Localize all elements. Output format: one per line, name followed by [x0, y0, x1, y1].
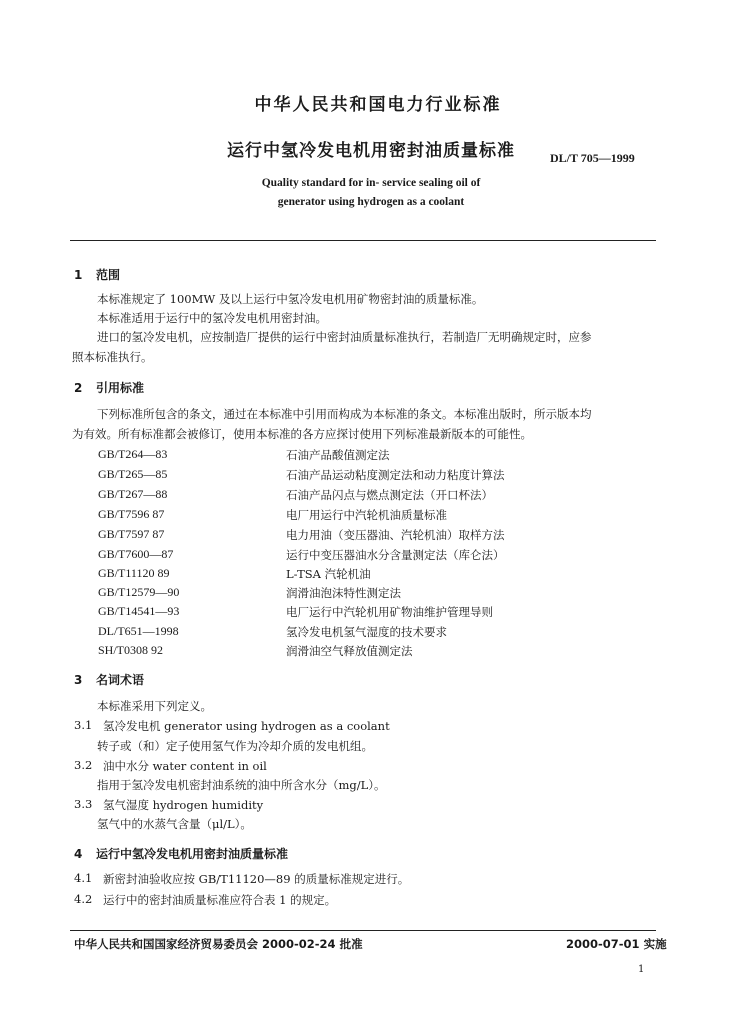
reference-code: GB/T264—83 — [98, 447, 168, 461]
clause-number: 3.2 — [74, 758, 93, 772]
reference-name: L-TSA 汽轮机油 — [286, 567, 371, 581]
reference-code: SH/T0308 92 — [98, 643, 164, 657]
reference-name: 电厂运行中汽轮机用矿物油维护管理导则 — [286, 605, 493, 619]
clause-number: 4.2 — [74, 892, 93, 906]
term-definition: 氢气中的水蒸气含量（μl/L）。 — [97, 817, 252, 831]
clause-number: 4.1 — [74, 871, 93, 885]
terms-intro: 本标准采用下列定义。 — [97, 699, 212, 713]
reference-name: 氢冷发电机氢气湿度的技术要求 — [286, 625, 447, 639]
reference-name: 电力用油（变压器油、汽轮机油）取样方法 — [286, 528, 505, 542]
references-intro: 下列标准所包含的条文，通过在本标准中引用而构成为本标准的条文。本标准出版时，所示版本均 — [97, 407, 592, 421]
scope-paragraph: 照本标准执行。 — [72, 350, 153, 364]
term-entry: 氢冷发电机 generator using hydrogen as a coolant — [103, 719, 390, 733]
reference-code: GB/T7600—87 — [98, 547, 174, 561]
section-2-heading — [74, 379, 144, 396]
section-title: 运行中氢冷发电机用密封油质量标准 — [96, 847, 289, 861]
section-1-heading — [74, 266, 120, 283]
clause-text: 新密封油验收应按 GB/T11120—89 的质量标准规定进行。 — [103, 872, 410, 886]
english-title-line1: Quality standard for in- service sealing oil of — [261, 177, 481, 189]
reference-code: GB/T12579—90 — [98, 585, 180, 599]
reference-code: DL/T651—1998 — [98, 624, 179, 638]
clause-number: 3.3 — [74, 797, 93, 811]
section-3-heading — [74, 671, 144, 688]
section-number: 3 — [74, 673, 83, 687]
reference-code: GB/T14541—93 — [98, 604, 180, 618]
english-title-line2: generator using hydrogen as a coolant — [277, 196, 465, 208]
scope-paragraph: 本标准规定了 100MW 及以上运行中氢冷发电机用矿物密封油的质量标准。 — [97, 292, 484, 306]
term-definition: 指用于氢冷发电机密封油系统的油中所含水分（mg/L）。 — [97, 778, 386, 792]
reference-name: 运行中变压器油水分含量测定法（库仑法） — [286, 548, 505, 562]
section-title: 引用标准 — [96, 381, 145, 395]
section-number: 1 — [74, 268, 83, 282]
scope-paragraph: 本标准适用于运行中的氢冷发电机用密封油。 — [97, 311, 327, 325]
term-definition: 转子或（和）定子使用氢气作为冷却介质的发电机组。 — [97, 739, 373, 753]
footer-divider — [70, 930, 656, 931]
term-entry: 油中水分 water content in oil — [103, 759, 267, 773]
document-title: 运行中氢冷发电机用密封油质量标准 — [227, 141, 515, 161]
reference-code: GB/T11120 89 — [98, 566, 170, 580]
clause-number: 3.1 — [74, 718, 93, 732]
reference-code: GB/T7596 87 — [98, 507, 165, 521]
standard-code: DL/T 705—1999 — [550, 151, 635, 165]
scope-paragraph: 进口的氢冷发电机，应按制造厂提供的运行中密封油质量标准执行，若制造厂无明确规定时，应参 — [97, 330, 592, 344]
reference-name: 润滑油空气释放值测定法 — [286, 644, 413, 658]
approval-statement: 中华人民共和国国家经济贸易委员会 2000-02-24 批准 — [74, 937, 363, 951]
effective-date: 2000-07-01 实施 — [566, 937, 667, 951]
section-number: 2 — [74, 381, 83, 395]
reference-code: GB/T267—88 — [98, 487, 168, 501]
header-divider — [70, 240, 656, 241]
reference-code: GB/T7597 87 — [98, 527, 165, 541]
reference-code: GB/T265—85 — [98, 467, 168, 481]
reference-name: 石油产品闪点与燃点测定法（开口杯法） — [286, 488, 493, 502]
reference-name: 润滑油泡沫特性测定法 — [286, 586, 401, 600]
section-title: 名词术语 — [96, 673, 145, 687]
section-title: 范围 — [96, 268, 121, 282]
reference-name: 电厂用运行中汽轮机油质量标准 — [286, 508, 447, 522]
issuer-title: 中华人民共和国电力行业标准 — [254, 95, 502, 115]
term-entry: 氢气湿度 hydrogen humidity — [103, 798, 264, 812]
clause-text: 运行中的密封油质量标准应符合表 1 的规定。 — [103, 893, 337, 907]
section-number: 4 — [74, 847, 83, 861]
page-number: 1 — [638, 964, 645, 975]
reference-name: 石油产品酸值测定法 — [286, 448, 390, 462]
reference-name: 石油产品运动粘度测定法和动力粘度计算法 — [286, 468, 505, 482]
references-intro: 为有效。所有标准都会被修订，使用本标准的各方应探讨使用下列标准最新版本的可能性。 — [72, 427, 532, 441]
section-4-heading — [74, 845, 288, 862]
